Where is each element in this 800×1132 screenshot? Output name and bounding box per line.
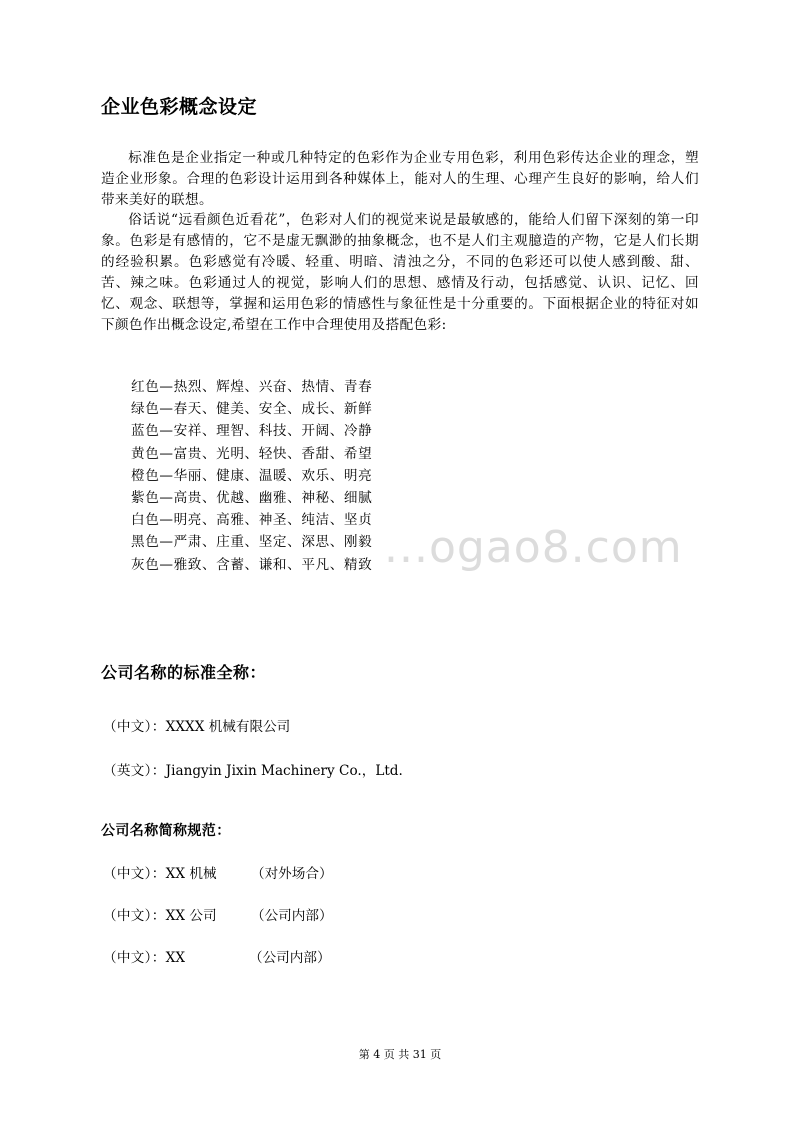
color-concept-yellow: 黄色—富贵、光明、轻快、香甜、希望 xyxy=(131,445,373,462)
color-concept-purple: 紫色—高贵、优越、幽雅、神秘、细腻 xyxy=(131,490,373,507)
paragraph-standard-color: 标准色是企业指定一种或几种特定的色彩作为企业专用色彩，利用色彩传达企业的理念，塑造企业形象。合理的色彩设计运用到各种媒体上，能对人的生理、心理产生良好的影响，给人们带来美好的联想。 xyxy=(101,150,699,208)
color-concept-green: 绿色—春天、健美、安全、成长、新鲜 xyxy=(131,401,373,418)
short-name-external xyxy=(103,862,333,882)
watermark: ...ogao8.com xyxy=(384,522,683,573)
short-name-internal xyxy=(103,946,331,966)
full-name-chinese xyxy=(103,715,290,735)
short-name-internal-company-note: （公司内部） xyxy=(251,908,333,924)
short-name-internal-note: （公司内部） xyxy=(249,950,331,966)
short-name-external-label: （中文）： xyxy=(103,866,166,882)
short-name-internal-value: XX xyxy=(165,950,186,966)
full-name-english-label: （英文）： xyxy=(103,763,166,779)
color-concept-black: 黑色—严肃、庄重、坚定、深思、刚毅 xyxy=(131,534,373,551)
paragraph-color-perception: 俗话说“远看颜色近看花”，色彩对人们的视觉来说是最敏感的，能给人们留下深刻的第一印象。色彩是有感情的，它不是虚无飘渺的抽象概念，也不是人们主观臆造的产物，它是人们长期的经验积累。色彩感觉有冷暖、轻重、明暗、清浊之分，不同的色彩还可以使人感到酸、甜、苦、辣之味。色彩通过人的视觉，影响人们的思想、感情及行动，包括感觉、认识、记忆、回忆、观念、联想等，掌握和运用色彩的情感性与象征性是十分重要的。下面根据企业的特征对如下颜色作出概念设定,希望在工作中合理使用及搭配色彩: xyxy=(101,212,699,333)
color-concept-red: 红色—热烈、辉煌、兴奋、热情、青春 xyxy=(131,379,373,395)
color-concept-white: 白色—明亮、高雅、神圣、纯洁、坚贞 xyxy=(131,512,373,529)
short-name-external-note: （对外场合） xyxy=(251,866,333,882)
full-name-chinese-value: XXXX 机械有限公司 xyxy=(165,719,291,735)
full-name-chinese-label: （中文）： xyxy=(103,719,166,735)
short-name-internal-company xyxy=(103,904,333,924)
section-title-short-name: 公司名称简称规范： xyxy=(101,823,231,839)
color-concept-gray: 灰色—雅致、含蓄、谦和、平凡、精致 xyxy=(131,556,373,573)
section-title-full-name: 公司名称的标准全称： xyxy=(101,663,267,682)
color-concept-orange: 橙色—华丽、健康、温暖、欢乐、明亮 xyxy=(131,467,373,484)
color-concept-list xyxy=(131,376,372,576)
short-name-external-value: XX 机械 xyxy=(165,866,217,882)
short-name-internal-company-value: XX 公司 xyxy=(165,908,217,924)
page-footer: 第 4 页 共 31 页 xyxy=(358,1048,442,1061)
full-name-english-value: Jiangyin Jixin Machinery Co.，Ltd. xyxy=(165,763,403,779)
section-title-color-concept: 企业色彩概念设定 xyxy=(101,96,258,118)
short-name-internal-label: （中文）： xyxy=(103,950,166,966)
color-concept-blue: 蓝色—安祥、理智、科技、开阔、冷静 xyxy=(131,423,373,440)
full-name-english xyxy=(103,759,403,779)
short-name-internal-company-label: （中文）： xyxy=(103,908,166,924)
